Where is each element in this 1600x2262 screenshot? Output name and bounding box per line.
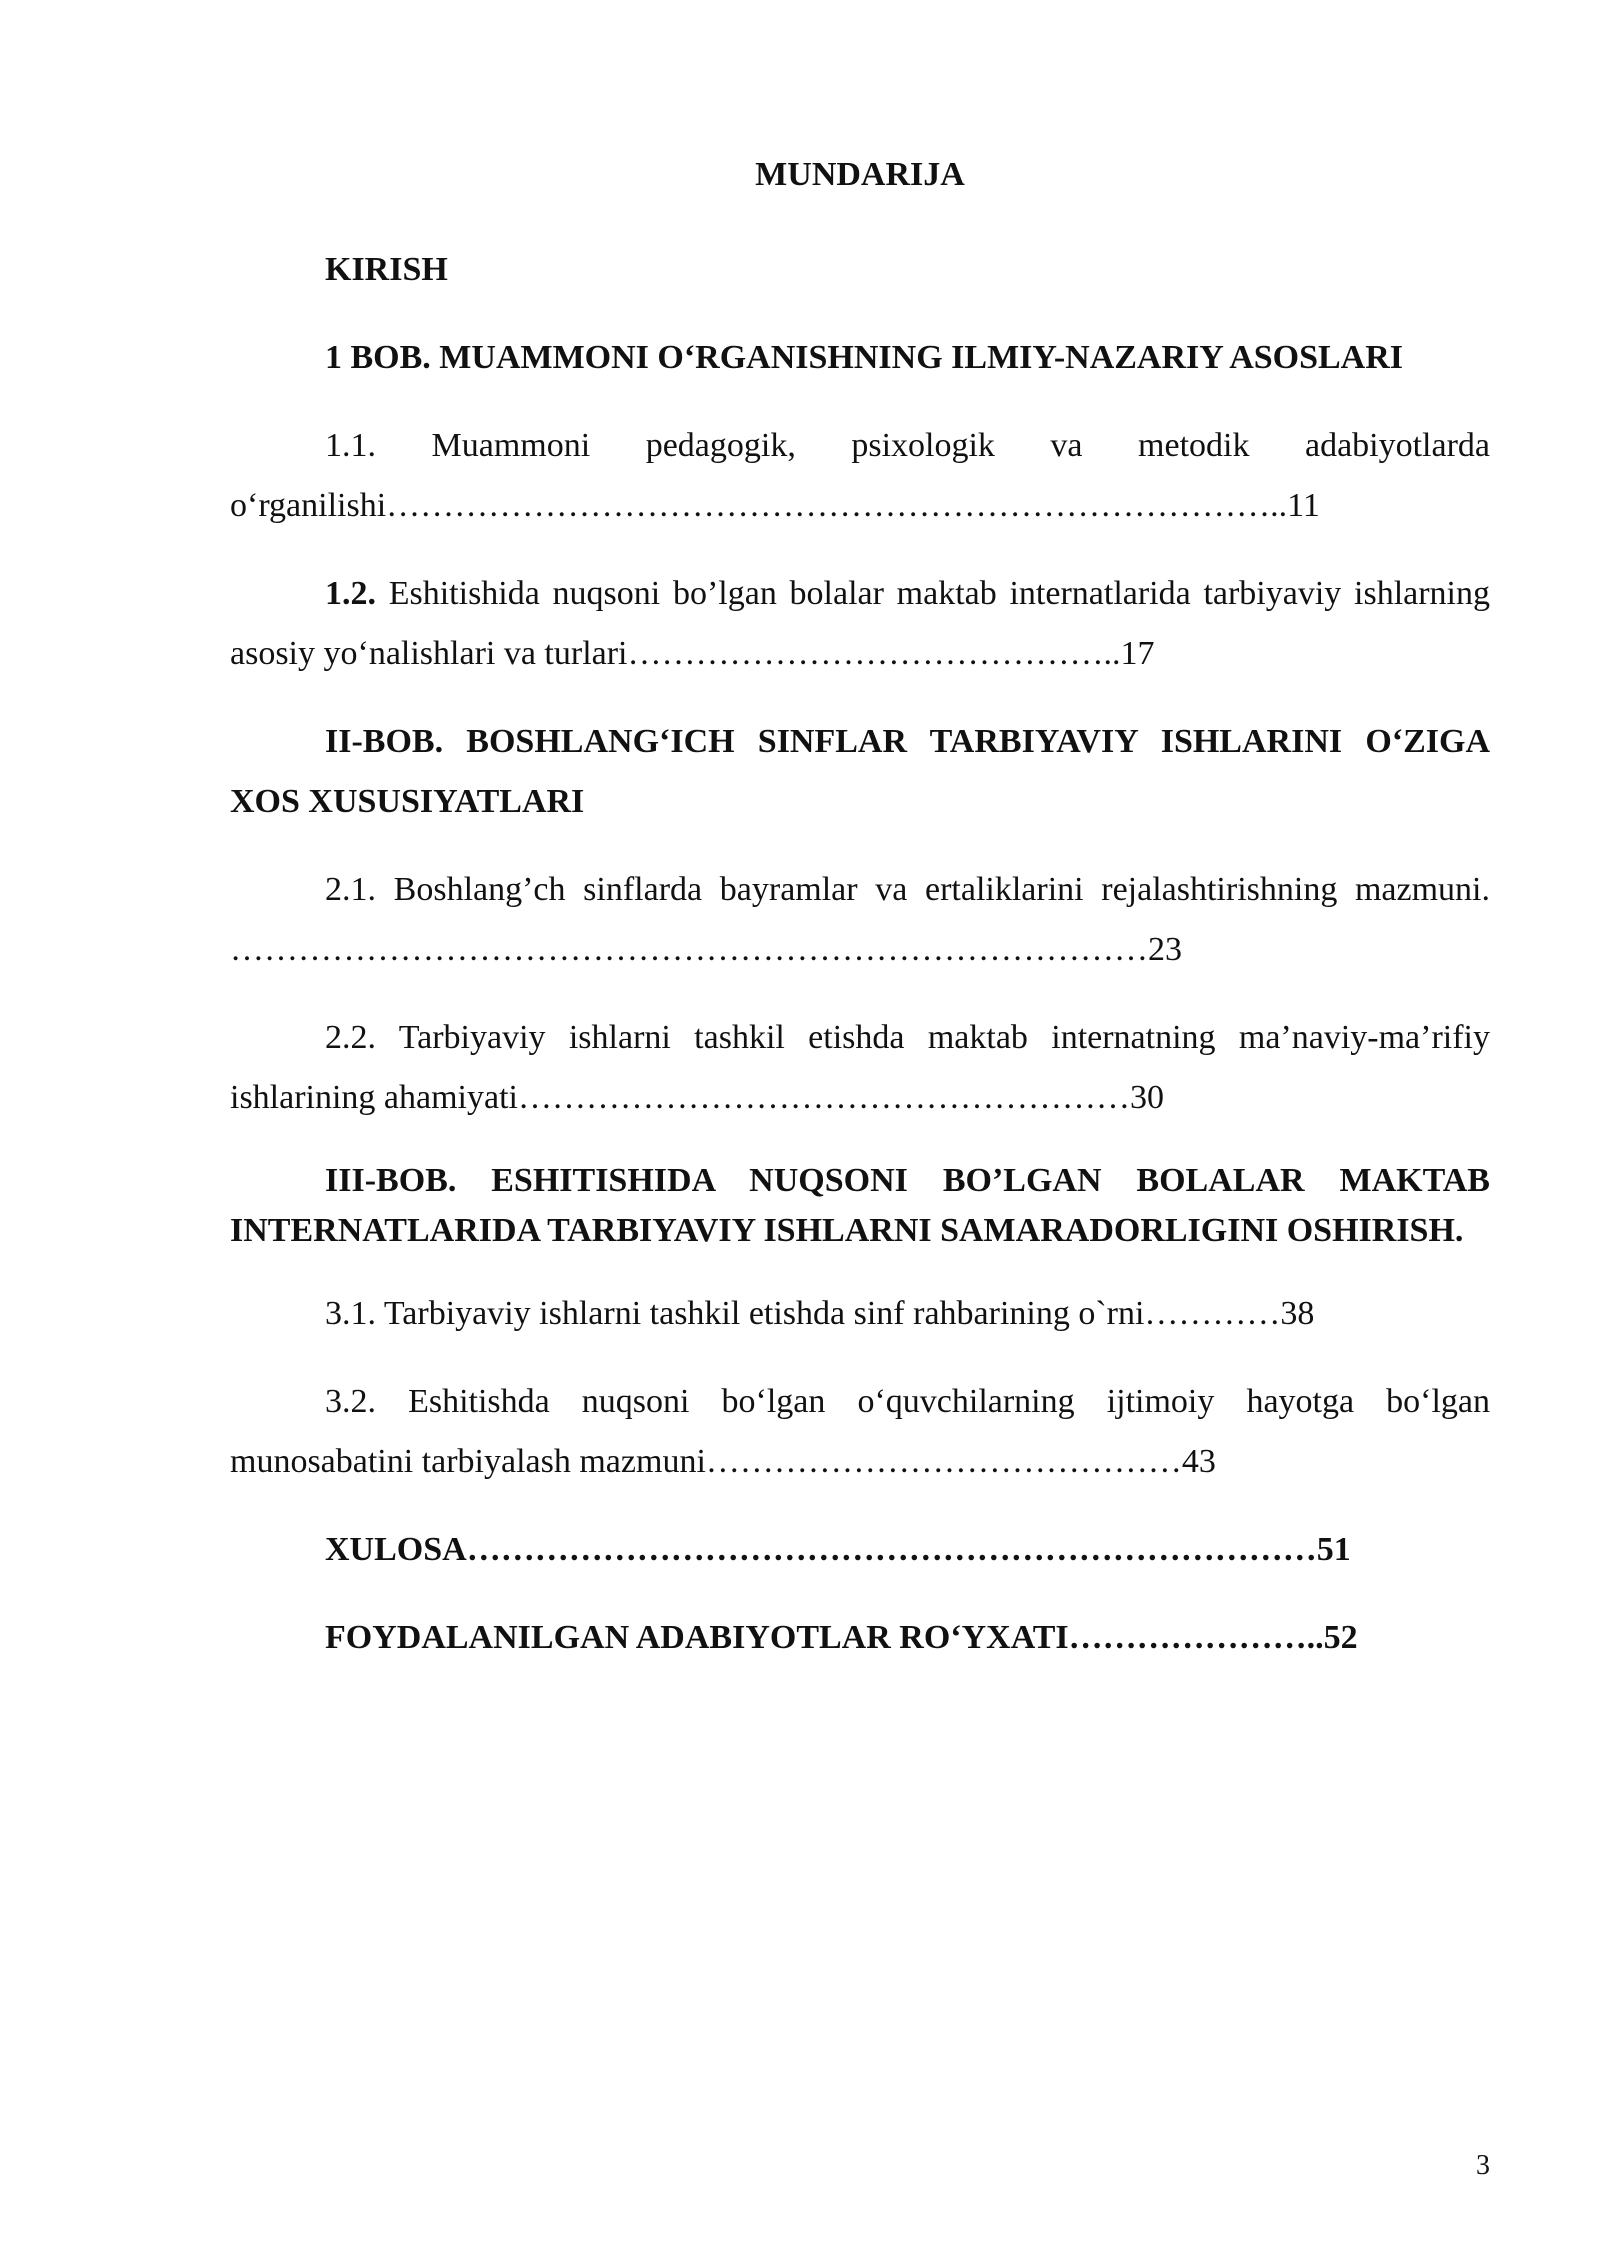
page-title: MUNDARIJA	[755, 156, 965, 193]
toc-entry-chapter-3: III-BOB. ESHITISHIDA NUQSONI BO’LGAN BOLALAR MAKTAB INTERNATLARIDA TARBIYAVIY ISHLARNI SAMARADORLIGINI OSHIRISH.	[230, 1162, 1490, 1249]
section-title: Eshitishida nuqsoni bo’lgan bolalar maktab internatlarida tarbiyaviy ishlarning asosiy yo‘nalishlari va turlari……………………………………..17	[230, 575, 1490, 672]
page-number: 3	[1476, 2150, 1490, 2181]
toc-entry-section-3-1: 3.1. Tarbiyaviy ishlarni tashkil etishda sinf rahbarining o`rni…………38	[325, 1295, 1315, 1332]
toc-entry-introduction: KIRISH	[325, 251, 448, 288]
toc-entry-conclusion: XULOSA…………………………………………………………………51	[325, 1531, 1351, 1568]
toc-entry-chapter-1: 1 BOB. MUAMMONI O‘RGANISHNING ILMIY-NAZARIY ASOSLARI	[325, 339, 1404, 376]
toc-entry-references: FOYDALANILGAN ADABIYOTLAR RO‘YXATI…………………..52	[325, 1619, 1358, 1656]
toc-entry-section-1-2	[230, 564, 1490, 684]
toc-entry-section-2-1: 2.1. Boshlang’ch sinflarda bayramlar va ertaliklarini rejalashtirishning mazmuni. ………………………………………………………………………23	[230, 871, 1490, 968]
toc-entry-section-1-1: 1.1. Muammoni pedagogik, psixologik va metodik adabiyotlarda o‘rganilishi……………………………………………………………………..11	[230, 427, 1490, 524]
toc-entry-section-3-2: 3.2. Eshitishda nuqsoni bo‘lgan o‘quvchilarning ijtimoiy hayotga bo‘lgan munosabatini tarbiyalash mazmuni……………………………………43	[230, 1383, 1490, 1480]
toc-entry-chapter-2: II-BOB. BOSHLANG‘ICH SINFLAR TARBIYAVIY ISHLARINI O‘ZIGA XOS XUSUSIYATLARI	[230, 723, 1490, 820]
section-number: 1.2.	[325, 575, 376, 612]
toc-entry-section-2-2: 2.2. Tarbiyaviy ishlarni tashkil etishda maktab internatning ma’naviy-ma’rifiy ishlarining ahamiyati………………………………………………30	[230, 1019, 1490, 1116]
table-of-contents	[230, 150, 1490, 1696]
